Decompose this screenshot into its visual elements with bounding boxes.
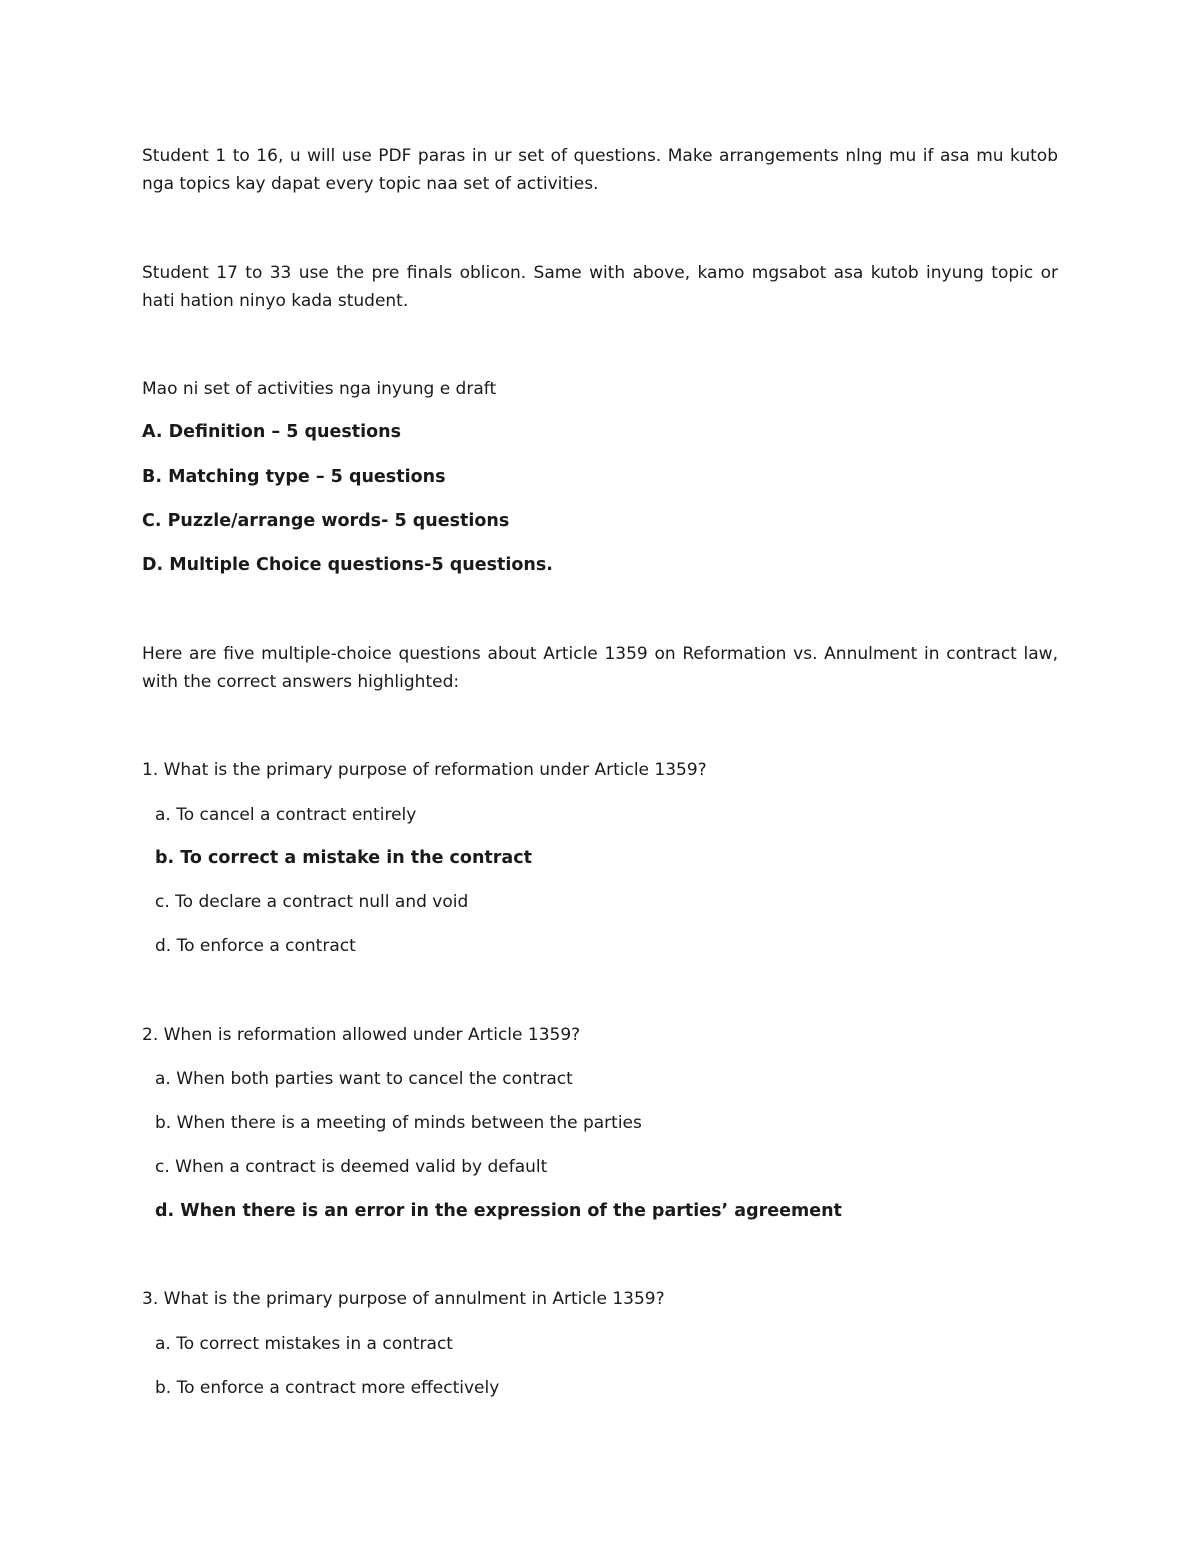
activity-item-c: C. Puzzle/arrange words- 5 questions <box>142 511 510 531</box>
activity-item-d: D. Multiple Choice questions-5 questions. <box>142 555 553 575</box>
mcq-intro-paragraph: Here are five multiple-choice questions about Article 1359 on Reformation vs. Annulment in contract law, with the correct answers highlighted: <box>142 644 1058 692</box>
activity-item-b: B. Matching type – 5 questions <box>142 467 446 487</box>
activity-item-a: A. Definition – 5 questions <box>142 422 402 442</box>
question-2-option-b: b. When there is a meeting of minds between the parties <box>155 1113 642 1133</box>
question-2-option-d-correct: d. When there is an error in the expression of the parties’ agreement <box>155 1201 842 1221</box>
question-3: 3. What is the primary purpose of annulment in Article 1359? <box>142 1289 665 1309</box>
intro-paragraph-1: Student 1 to 16, u will use PDF paras in ur set of questions. Make arrangements nlng mu if asa mu kutob nga topics kay dapat every topic naa set of activities. <box>142 146 1058 194</box>
question-2: 2. When is reformation allowed under Article 1359? <box>142 1025 581 1045</box>
question-1-option-b-correct: b. To correct a mistake in the contract <box>155 848 532 868</box>
question-3-option-a: a. To correct mistakes in a contract <box>155 1334 453 1354</box>
question-2-option-a: a. When both parties want to cancel the contract <box>155 1069 573 1089</box>
question-2-option-c: c. When a contract is deemed valid by default <box>155 1157 548 1177</box>
question-1-option-c: c. To declare a contract null and void <box>155 892 469 912</box>
intro-paragraph-2: Student 17 to 33 use the pre finals oblicon. Same with above, kamo mgsabot asa kutob inyung topic or hati hation ninyo kada student. <box>142 263 1058 311</box>
question-1-option-a: a. To cancel a contract entirely <box>155 805 417 825</box>
intro-paragraph-3: Mao ni set of activities nga inyung e draft <box>142 379 497 399</box>
question-1: 1. What is the primary purpose of reformation under Article 1359? <box>142 760 707 780</box>
question-1-option-d: d. To enforce a contract <box>155 936 356 956</box>
question-3-option-b: b. To enforce a contract more effectively <box>155 1378 500 1398</box>
